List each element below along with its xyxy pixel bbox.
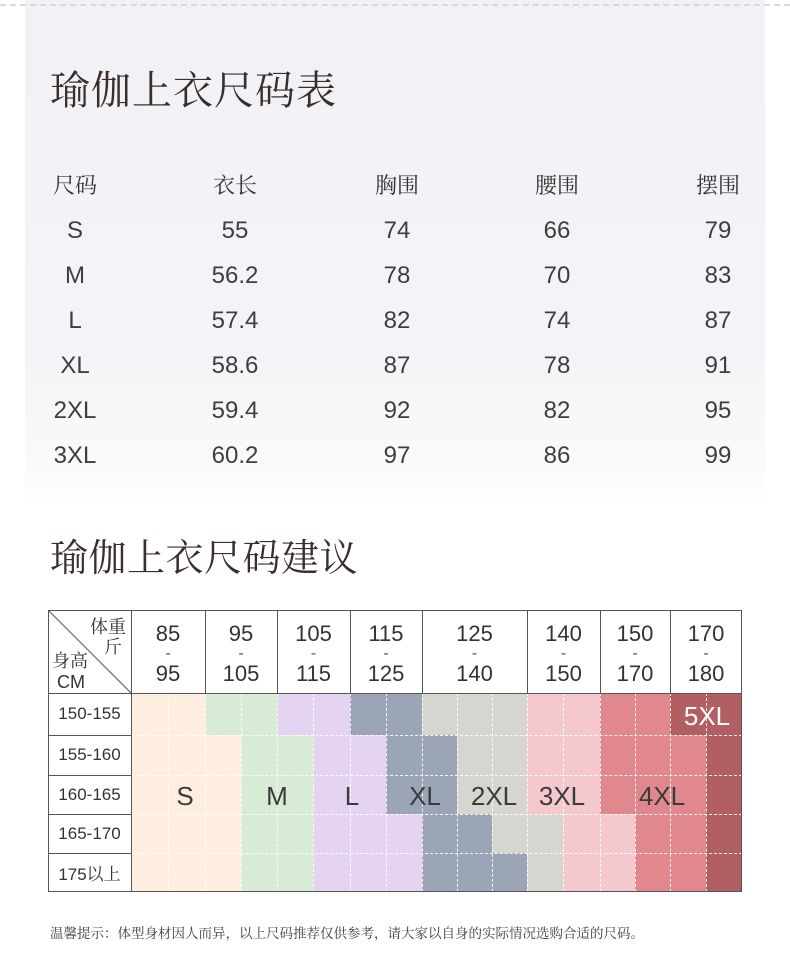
size-chart-value-cell: 60.2 (211, 442, 259, 469)
size-cell-l (350, 814, 386, 853)
size-cell-3xl (527, 693, 563, 735)
size-cell-xl (457, 853, 492, 892)
size-cell-2xl (492, 735, 527, 775)
weight-range-max: 105 (222, 661, 260, 686)
size-cell-4xl (635, 853, 670, 892)
size-cell-s (131, 814, 168, 853)
size-chart-column-header: 摆围 (695, 174, 740, 199)
weight-range-min: 105 (295, 621, 332, 646)
grid-dashed-line (131, 814, 742, 815)
weight-range-header (131, 610, 205, 693)
size-cell-m (205, 693, 241, 735)
weight-range-header (527, 610, 600, 693)
size-cell-m (277, 735, 313, 775)
size-chart-value-cell: 83 (704, 262, 732, 289)
size-chart-value-cell: 92 (383, 397, 411, 424)
size-cell-2xl (422, 693, 457, 735)
size-chart-column-header: 胸围 (374, 174, 419, 199)
weight-range-separator: - (703, 645, 709, 662)
size-cell-2xl (457, 735, 492, 775)
size-label-4xl: 4XL (638, 781, 686, 811)
size-chart-value-cell: 87 (704, 307, 732, 334)
size-chart-size-cell: S (66, 217, 83, 244)
size-chart-value-cell: 58.6 (211, 352, 259, 379)
size-chart-value-cell: 57.4 (211, 307, 259, 334)
size-cell-2xl (457, 693, 492, 735)
size-chart-size-cell: M (65, 262, 85, 289)
weight-range-header (670, 610, 742, 693)
height-range-label: 150-155 (58, 704, 121, 723)
size-cell-xl (422, 853, 457, 892)
weight-range-separator: - (238, 645, 244, 662)
size-chart-column-header: 尺码 (52, 174, 97, 199)
size-cell-s (168, 814, 205, 853)
height-range-label: 155-160 (58, 745, 121, 764)
size-cell-xl (492, 853, 527, 892)
size-cell-3xl (563, 735, 600, 775)
size-cell-4xl (635, 735, 670, 775)
size-cell-m (241, 814, 277, 853)
weight-range-min: 150 (616, 621, 654, 646)
size-chart-value-cell: 97 (383, 442, 411, 469)
size-cell-xl (386, 735, 422, 775)
weight-range-max: 150 (545, 661, 582, 686)
size-chart-value-cell: 91 (704, 352, 732, 379)
size-chart-value-cell: 95 (704, 397, 732, 424)
grid-dashed-line (131, 853, 742, 854)
weight-range-min: 170 (687, 621, 725, 646)
size-cell-xl (422, 735, 457, 775)
size-label-5xl: 5XL (683, 701, 731, 731)
size-cell-s (205, 814, 241, 853)
weight-range-max: 115 (295, 661, 332, 686)
size-cell-l (313, 693, 350, 735)
size-chart-value-cell: 79 (704, 217, 732, 244)
size-label-3xl: 3XL (538, 781, 586, 811)
size-recommendation-grid (48, 610, 742, 892)
size-cell-s (205, 853, 241, 892)
size-chart-value-cell: 66 (543, 217, 571, 244)
size-cell-3xl (527, 735, 563, 775)
size-chart-size-cell: L (68, 307, 82, 334)
size-cell-l (277, 693, 313, 735)
weight-range-header (205, 610, 277, 693)
size-chart-value-cell: 55 (221, 217, 249, 244)
size-label-xl: XL (409, 781, 441, 811)
size-cell-xl (422, 814, 457, 853)
size-cell-4xl (600, 735, 635, 775)
size-cell-s (168, 853, 205, 892)
weight-range-separator: - (165, 645, 171, 662)
weight-range-min: 140 (545, 621, 582, 646)
weight-range-min: 125 (456, 621, 493, 646)
size-cell-s (168, 693, 205, 735)
size-cell-4xl (635, 693, 670, 735)
size-cell-l (313, 814, 350, 853)
size-cell-s (131, 693, 168, 735)
size-cell-m (277, 814, 313, 853)
weight-range-min: 95 (228, 621, 254, 646)
size-chart-value-cell: 70 (543, 262, 571, 289)
size-cell-s (168, 735, 205, 775)
weight-range-separator: - (560, 645, 567, 662)
size-chart-value-cell: 82 (543, 397, 571, 424)
size-chart-value-cell: 99 (704, 442, 732, 469)
size-cell-4xl (670, 853, 706, 892)
height-axis-label: 身高 (52, 651, 88, 672)
size-cell-m (241, 693, 277, 735)
size-cell-l (386, 853, 422, 892)
size-cell-3xl (563, 853, 600, 892)
weight-range-max: 125 (367, 661, 405, 686)
size-label-m: M (266, 781, 288, 811)
grid-line (48, 693, 742, 694)
size-cell-3xl (563, 814, 600, 853)
size-cell-l (313, 853, 350, 892)
size-chart-value-cell: 87 (383, 352, 411, 379)
size-cell-3xl (600, 853, 635, 892)
size-cell-2xl (527, 814, 563, 853)
size-cell-m (241, 853, 277, 892)
size-cell-4xl (670, 735, 706, 775)
size-cell-l (313, 735, 350, 775)
size-chart-value-cell: 74 (543, 307, 571, 334)
size-cell-s (131, 853, 168, 892)
weight-range-separator: - (310, 645, 317, 662)
size-cell-2xl (527, 853, 563, 892)
weight-range-max: 180 (687, 661, 725, 686)
size-cell-xl (386, 693, 422, 735)
weight-range-separator: - (632, 645, 638, 662)
weight-axis-label: 体重 (90, 617, 126, 638)
size-tip-footnote: 温馨提示：体型身材因人而异，以上尺码推荐仅供参考，请大家以自身的实际情况选购合适的尺码。 (50, 926, 644, 942)
weight-range-header (422, 610, 527, 693)
size-cell-5xl (706, 814, 742, 853)
size-cell-3xl (600, 814, 635, 853)
size-cell-m (241, 735, 277, 775)
size-cell-m (277, 853, 313, 892)
size-chart-column-header: 腰围 (534, 174, 579, 199)
grid-dashed-line (131, 735, 742, 736)
size-label-2xl: 2XL (470, 781, 518, 811)
weight-range-header (277, 610, 350, 693)
size-chart-title: 瑜伽上衣尺码表 (50, 68, 337, 114)
size-cell-xl (350, 693, 386, 735)
weight-range-separator: - (383, 645, 389, 662)
size-cell-l (350, 853, 386, 892)
height-range-label: 160-165 (58, 784, 121, 804)
size-cell-s (131, 735, 168, 775)
weight-range-max: 140 (456, 661, 493, 686)
weight-range-header (350, 610, 422, 693)
size-cell-5xl (706, 775, 742, 814)
size-cell-s (205, 735, 241, 775)
size-chart-value-cell: 74 (383, 217, 411, 244)
size-chart-value-cell: 59.4 (211, 397, 259, 424)
size-cell-3xl (563, 693, 600, 735)
weight-range-min: 85 (155, 621, 181, 646)
weight-unit-label: 斤 (104, 637, 122, 658)
size-cell-5xl (706, 853, 742, 892)
grid-corner-cell (48, 610, 131, 693)
size-cell-4xl (635, 814, 670, 853)
weight-range-separator: - (471, 645, 478, 662)
size-chart-size-cell: 2XL (53, 397, 97, 424)
size-cell-xl (457, 814, 492, 853)
weight-range-min: 115 (368, 621, 404, 646)
size-label-l: L (344, 781, 360, 811)
size-chart-value-cell: 78 (383, 262, 411, 289)
grid-dashed-line (131, 775, 742, 776)
size-cell-l (350, 735, 386, 775)
size-cell-l (386, 814, 422, 853)
height-range-label: 165-170 (58, 823, 121, 843)
height-unit-label: CM (57, 672, 85, 692)
size-cell-4xl (670, 814, 706, 853)
size-label-s: S (176, 781, 194, 811)
size-cell-5xl (706, 735, 742, 775)
size-chart-value-cell: 86 (543, 442, 571, 469)
size-chart-value-cell: 82 (383, 307, 411, 334)
size-chart-column-header: 衣长 (212, 174, 257, 199)
size-cell-4xl (600, 693, 635, 735)
size-chart-size-cell: XL (60, 352, 90, 379)
size-chart-value-cell: 56.2 (211, 262, 259, 289)
size-cell-2xl (492, 693, 527, 735)
weight-range-max: 95 (155, 661, 181, 686)
size-chart-size-cell: 3XL (53, 442, 97, 469)
weight-range-header (600, 610, 670, 693)
size-chart-value-cell: 78 (543, 352, 571, 379)
height-range-label: 175以上 (58, 865, 121, 884)
weight-range-max: 170 (616, 661, 654, 686)
size-recommendation-title: 瑜伽上衣尺码建议 (50, 536, 359, 580)
size-cell-2xl (492, 814, 527, 853)
